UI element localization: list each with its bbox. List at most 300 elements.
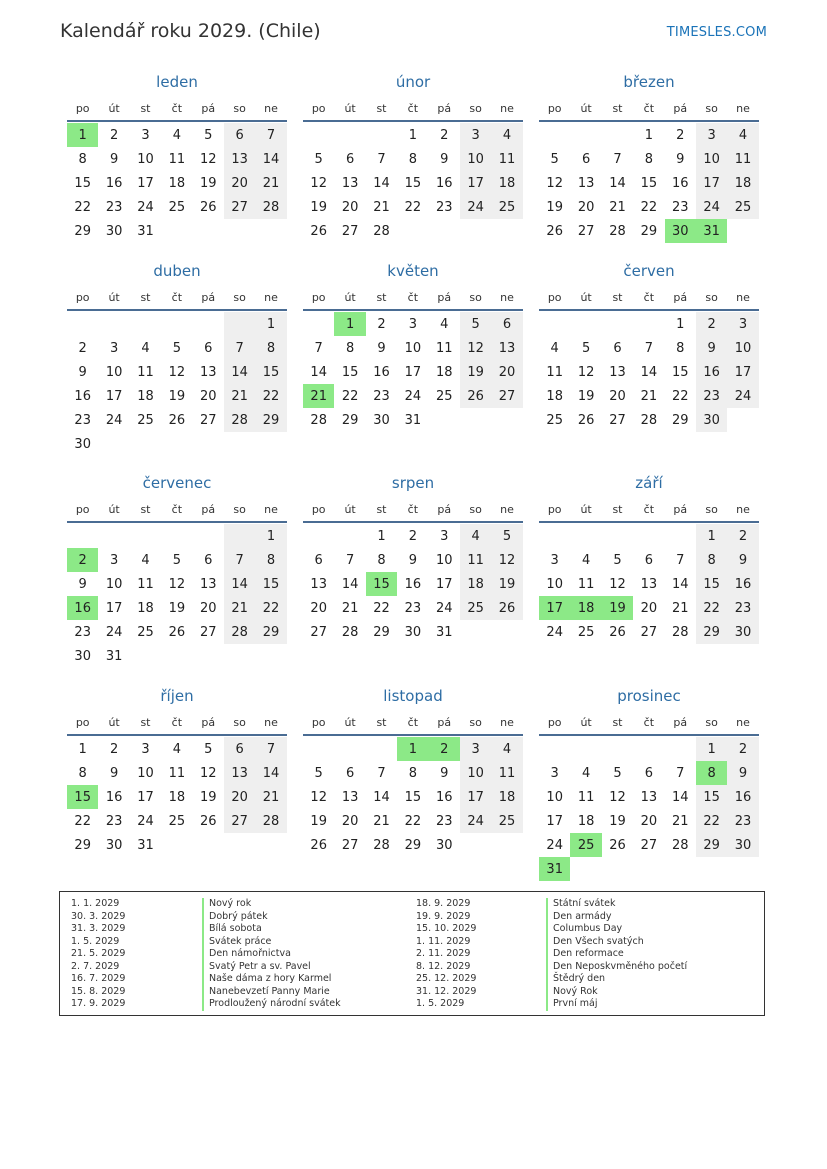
day-cell: 24 xyxy=(546,837,563,853)
weekday-label: út xyxy=(580,101,592,115)
empty-cell xyxy=(665,737,696,761)
weekday-label: st xyxy=(140,290,151,304)
month-name: říjen xyxy=(160,687,194,705)
day-cell: 2 xyxy=(696,312,727,336)
day-cell: 4 xyxy=(141,552,150,568)
month-name: leden xyxy=(156,73,198,91)
weekday-header xyxy=(539,96,759,122)
legend-date: 15. 8. 2029 xyxy=(71,985,126,997)
day-cell: 31 xyxy=(137,837,154,853)
day-cell: 6 xyxy=(224,737,255,761)
weekday-label: so xyxy=(233,502,246,516)
day-cell: 30 xyxy=(105,223,123,239)
weekday-label: po xyxy=(75,715,90,729)
day-cell: 3 xyxy=(141,741,150,757)
day-cell: 14 xyxy=(373,175,390,191)
day-cell: 9 xyxy=(440,151,449,167)
day-cell: 2 xyxy=(377,316,386,332)
empty-cell xyxy=(665,524,696,548)
day-grid xyxy=(67,737,287,857)
day-cell: 24 xyxy=(137,813,154,829)
legend-holiday-name: Prodloužený národní svátek xyxy=(202,998,341,1011)
empty-cell xyxy=(193,644,224,668)
day-cell: 2 xyxy=(78,340,87,356)
empty-cell xyxy=(570,312,601,336)
brand-link[interactable]: TIMESLES.COM xyxy=(666,25,767,40)
empty-cell xyxy=(334,737,365,761)
legend-date: 17. 9. 2029 xyxy=(71,998,126,1009)
day-cell: 13 xyxy=(310,576,327,592)
day-grid xyxy=(303,524,523,644)
day-cell: 27 xyxy=(341,837,359,853)
day-cell: 19 xyxy=(609,813,626,829)
weekday-label: po xyxy=(311,502,326,516)
day-cell: 23 xyxy=(696,384,727,408)
weekday-label: út xyxy=(580,290,592,304)
day-cell: 24 xyxy=(546,624,563,640)
month-name: červen xyxy=(623,262,675,280)
day-cell: 5 xyxy=(613,552,622,568)
day-cell: 22 xyxy=(404,813,422,829)
day-cell: 16 xyxy=(105,789,123,805)
day-cell: 30 xyxy=(727,620,758,644)
day-cell: 15 xyxy=(341,364,359,380)
day-cell: 3 xyxy=(550,552,559,568)
empty-cell xyxy=(334,524,365,548)
empty-cell xyxy=(460,408,491,432)
day-cell: 18 xyxy=(577,813,595,829)
day-cell: 17 xyxy=(404,364,422,380)
empty-cell xyxy=(491,408,522,432)
day-cell: 7 xyxy=(613,151,622,167)
weekday-label: so xyxy=(469,101,482,115)
day-cell: 13 xyxy=(341,175,359,191)
day-cell: 17 xyxy=(137,789,154,805)
day-cell: 1 xyxy=(67,123,98,147)
day-cell: 17 xyxy=(105,600,123,616)
day-cell: 29 xyxy=(696,620,727,644)
day-cell: 4 xyxy=(581,765,591,781)
weekday-label: ne xyxy=(500,290,514,304)
month-9 xyxy=(67,686,287,857)
day-cell: 31 xyxy=(696,219,727,243)
legend-holiday-name: Štědrý den xyxy=(546,973,605,986)
empty-cell xyxy=(303,312,334,336)
day-cell: 8 xyxy=(345,340,355,356)
weekday-label: po xyxy=(75,290,90,304)
day-cell: 13 xyxy=(341,789,359,805)
day-cell: 25 xyxy=(137,412,154,428)
day-cell: 6 xyxy=(644,552,653,568)
day-cell: 11 xyxy=(168,765,186,781)
day-cell: 28 xyxy=(255,809,286,833)
day-cell: 9 xyxy=(440,765,449,781)
day-cell: 12 xyxy=(168,576,186,592)
day-cell: 9 xyxy=(78,576,87,592)
day-grid xyxy=(539,123,759,243)
day-cell: 10 xyxy=(546,576,563,592)
day-cell: 16 xyxy=(373,364,390,380)
weekday-header xyxy=(67,285,287,311)
day-cell: 16 xyxy=(671,175,689,191)
day-grid xyxy=(539,524,759,644)
month-name: srpen xyxy=(391,474,435,492)
day-cell: 15 xyxy=(366,572,397,596)
day-cell: 16 xyxy=(404,576,422,592)
day-cell: 1 xyxy=(377,528,386,544)
day-cell: 15 xyxy=(696,572,727,596)
day-cell: 13 xyxy=(577,175,595,191)
day-cell: 22 xyxy=(255,596,286,620)
day-cell: 10 xyxy=(727,336,758,360)
day-cell: 2 xyxy=(429,737,460,761)
day-cell: 18 xyxy=(435,364,453,380)
day-cell: 23 xyxy=(74,412,91,428)
day-cell: 21 xyxy=(373,199,390,215)
day-cell: 28 xyxy=(640,412,658,428)
day-cell: 28 xyxy=(373,837,390,853)
weekday-header xyxy=(303,96,523,122)
weekday-header xyxy=(67,96,287,122)
empty-cell xyxy=(570,857,601,881)
day-cell: 8 xyxy=(78,151,87,167)
day-cell: 21 xyxy=(671,813,689,829)
weekday-header xyxy=(539,710,759,736)
weekday-label: po xyxy=(547,290,562,304)
weekday-header xyxy=(67,497,287,523)
day-cell: 21 xyxy=(341,600,359,616)
day-cell: 11 xyxy=(577,576,595,592)
empty-cell xyxy=(161,644,192,668)
day-cell: 18 xyxy=(491,171,522,195)
day-cell: 27 xyxy=(224,195,255,219)
empty-cell xyxy=(161,524,192,548)
empty-cell xyxy=(193,524,224,548)
empty-cell xyxy=(633,737,664,761)
day-cell: 12 xyxy=(199,151,217,167)
day-cell: 20 xyxy=(640,600,658,616)
empty-cell xyxy=(460,620,491,644)
day-cell: 24 xyxy=(696,195,727,219)
day-cell: 17 xyxy=(105,388,123,404)
empty-cell xyxy=(491,219,522,243)
day-cell: 28 xyxy=(255,195,286,219)
day-cell: 14 xyxy=(224,360,255,384)
weekday-label: st xyxy=(140,502,151,516)
day-cell: 26 xyxy=(460,384,491,408)
empty-cell xyxy=(224,833,255,857)
day-cell: 17 xyxy=(696,171,727,195)
empty-cell xyxy=(130,644,161,668)
day-cell: 14 xyxy=(671,789,689,805)
day-cell: 6 xyxy=(345,765,355,781)
day-cell: 5 xyxy=(581,340,591,356)
day-cell: 23 xyxy=(404,600,422,616)
day-cell: 2 xyxy=(676,127,685,143)
day-cell: 4 xyxy=(141,340,150,356)
legend-date: 31. 12. 2029 xyxy=(416,985,477,997)
day-cell: 29 xyxy=(255,408,286,432)
day-cell: 13 xyxy=(491,336,522,360)
day-cell: 19 xyxy=(199,789,217,805)
weekday-label: ne xyxy=(500,715,514,729)
day-cell: 14 xyxy=(671,576,689,592)
weekday-label: út xyxy=(108,101,120,115)
legend-holiday-name: Bílá sobota xyxy=(202,923,262,936)
weekday-header xyxy=(539,285,759,311)
day-cell: 18 xyxy=(570,596,601,620)
day-cell: 11 xyxy=(491,147,522,171)
day-cell: 24 xyxy=(435,600,453,616)
day-cell: 9 xyxy=(78,364,87,380)
month-5 xyxy=(539,261,759,432)
day-cell: 24 xyxy=(404,388,422,404)
day-cell: 27 xyxy=(640,624,658,640)
day-cell: 26 xyxy=(546,223,563,239)
weekday-label: st xyxy=(612,502,623,516)
day-cell: 17 xyxy=(539,596,570,620)
legend-date: 18. 9. 2029 xyxy=(416,898,471,909)
day-grid xyxy=(303,312,523,432)
day-cell: 6 xyxy=(581,151,591,167)
day-cell: 20 xyxy=(640,813,658,829)
empty-cell xyxy=(255,833,286,857)
day-cell: 28 xyxy=(341,624,359,640)
empty-cell xyxy=(602,857,633,881)
month-10 xyxy=(303,686,523,857)
weekday-label: čt xyxy=(643,101,655,115)
empty-cell xyxy=(539,123,570,147)
day-cell: 18 xyxy=(727,171,758,195)
empty-cell xyxy=(727,408,758,432)
empty-cell xyxy=(429,219,460,243)
weekday-label: čt xyxy=(643,715,655,729)
day-cell: 26 xyxy=(609,837,626,853)
day-cell: 19 xyxy=(199,175,217,191)
weekday-label: po xyxy=(311,715,326,729)
day-cell: 28 xyxy=(224,408,255,432)
day-cell: 13 xyxy=(224,761,255,785)
day-cell: 29 xyxy=(373,624,390,640)
day-cell: 21 xyxy=(255,785,286,809)
day-cell: 19 xyxy=(460,360,491,384)
day-cell: 18 xyxy=(460,572,491,596)
day-cell: 2 xyxy=(440,127,449,143)
weekday-header xyxy=(303,710,523,736)
day-cell: 30 xyxy=(435,837,453,853)
day-cell: 1 xyxy=(676,316,685,332)
empty-cell xyxy=(539,737,570,761)
day-cell: 21 xyxy=(224,384,255,408)
day-cell: 25 xyxy=(546,412,563,428)
day-cell: 13 xyxy=(609,364,626,380)
empty-cell xyxy=(255,219,286,243)
legend-date: 16. 7. 2029 xyxy=(71,973,126,984)
day-cell: 20 xyxy=(609,388,626,404)
day-cell: 8 xyxy=(377,552,386,568)
legend-date: 1. 5. 2029 xyxy=(71,935,120,947)
day-cell: 4 xyxy=(460,524,491,548)
weekday-label: ne xyxy=(736,290,750,304)
empty-cell xyxy=(460,219,491,243)
day-cell: 19 xyxy=(491,572,522,596)
day-cell: 25 xyxy=(491,195,522,219)
day-cell: 15 xyxy=(404,789,422,805)
weekday-label: pá xyxy=(437,715,452,729)
weekday-label: po xyxy=(311,101,326,115)
empty-cell xyxy=(224,644,255,668)
day-cell: 17 xyxy=(435,576,453,592)
empty-cell xyxy=(303,737,334,761)
empty-cell xyxy=(224,312,255,336)
day-cell: 27 xyxy=(577,223,595,239)
day-cell: 19 xyxy=(602,596,633,620)
empty-cell xyxy=(303,123,334,147)
empty-cell xyxy=(224,219,255,243)
day-cell: 29 xyxy=(404,837,422,853)
day-cell: 11 xyxy=(435,340,453,356)
day-cell: 24 xyxy=(105,624,123,640)
day-cell: 23 xyxy=(373,388,390,404)
day-cell: 31 xyxy=(539,857,570,881)
weekday-label: st xyxy=(612,101,623,115)
day-cell: 10 xyxy=(435,552,453,568)
day-cell: 3 xyxy=(460,123,491,147)
empty-cell xyxy=(665,857,696,881)
day-cell: 20 xyxy=(577,199,595,215)
day-cell: 16 xyxy=(727,785,758,809)
empty-cell xyxy=(539,312,570,336)
day-cell: 20 xyxy=(224,171,255,195)
weekday-label: po xyxy=(547,101,562,115)
weekday-label: čt xyxy=(171,290,183,304)
day-cell: 18 xyxy=(491,785,522,809)
day-cell: 5 xyxy=(491,524,522,548)
day-cell: 11 xyxy=(137,576,154,592)
legend-holiday-name: Dobrý pátek xyxy=(202,911,268,924)
day-cell: 27 xyxy=(310,624,327,640)
day-cell: 13 xyxy=(199,364,217,380)
empty-cell xyxy=(539,524,570,548)
day-cell: 8 xyxy=(676,340,685,356)
empty-cell xyxy=(255,432,286,456)
legend-date: 21. 5. 2029 xyxy=(71,948,126,959)
day-cell: 1 xyxy=(408,127,417,143)
day-cell: 27 xyxy=(224,809,255,833)
day-cell: 8 xyxy=(255,336,286,360)
day-cell: 6 xyxy=(314,552,323,568)
empty-cell xyxy=(602,737,633,761)
day-cell: 7 xyxy=(314,340,323,356)
empty-cell xyxy=(727,219,758,243)
day-cell: 9 xyxy=(676,151,685,167)
day-cell: 11 xyxy=(577,789,595,805)
day-grid xyxy=(539,737,759,881)
weekday-label: so xyxy=(469,290,482,304)
weekday-label: po xyxy=(547,502,562,516)
day-cell: 26 xyxy=(609,624,626,640)
day-cell: 14 xyxy=(341,576,359,592)
empty-cell xyxy=(366,737,397,761)
legend-date: 31. 3. 2029 xyxy=(71,923,126,934)
day-cell: 7 xyxy=(377,765,386,781)
legend-holiday-name: Státní svátek xyxy=(546,898,615,911)
day-cell: 23 xyxy=(435,199,453,215)
day-cell: 2 xyxy=(109,741,119,757)
day-cell: 6 xyxy=(644,765,653,781)
month-name: březen xyxy=(623,73,675,91)
day-cell: 8 xyxy=(408,151,417,167)
weekday-label: ne xyxy=(500,502,514,516)
weekday-label: čt xyxy=(171,502,183,516)
empty-cell xyxy=(602,123,633,147)
day-cell: 15 xyxy=(640,175,658,191)
legend-holiday-name: Naše dáma z hory Karmel xyxy=(202,973,331,986)
day-cell: 12 xyxy=(609,789,626,805)
day-cell: 7 xyxy=(377,151,386,167)
day-cell: 30 xyxy=(696,408,727,432)
legend-date: 1. 5. 2029 xyxy=(416,998,465,1009)
day-cell: 8 xyxy=(644,151,653,167)
weekday-label: čt xyxy=(407,101,419,115)
weekday-label: čt xyxy=(407,290,419,304)
day-cell: 7 xyxy=(345,552,355,568)
legend-holiday-name: Columbus Day xyxy=(546,923,622,936)
day-cell: 10 xyxy=(137,151,154,167)
day-cell: 1 xyxy=(255,524,286,548)
day-cell: 12 xyxy=(491,548,522,572)
empty-cell xyxy=(161,833,192,857)
empty-cell xyxy=(602,312,633,336)
weekday-label: ne xyxy=(264,715,278,729)
empty-cell xyxy=(491,620,522,644)
day-cell: 4 xyxy=(581,552,591,568)
day-cell: 29 xyxy=(341,412,359,428)
weekday-label: so xyxy=(469,502,482,516)
weekday-label: čt xyxy=(171,101,183,115)
weekday-label: st xyxy=(376,101,387,115)
empty-cell xyxy=(130,312,161,336)
empty-cell xyxy=(161,312,192,336)
day-cell: 14 xyxy=(373,789,390,805)
weekday-label: út xyxy=(580,502,592,516)
day-cell: 12 xyxy=(310,789,327,805)
day-cell: 9 xyxy=(727,761,758,785)
empty-cell xyxy=(161,219,192,243)
day-cell: 5 xyxy=(172,552,181,568)
day-cell: 19 xyxy=(168,388,186,404)
weekday-label: pá xyxy=(673,715,688,729)
weekday-label: pá xyxy=(437,101,452,115)
empty-cell xyxy=(570,524,601,548)
day-cell: 29 xyxy=(74,223,91,239)
day-cell: 28 xyxy=(373,223,390,239)
day-cell: 1 xyxy=(334,312,365,336)
day-cell: 20 xyxy=(491,360,522,384)
weekday-label: so xyxy=(705,290,718,304)
day-cell: 16 xyxy=(727,572,758,596)
day-cell: 7 xyxy=(255,737,286,761)
empty-cell xyxy=(193,432,224,456)
day-cell: 15 xyxy=(696,785,727,809)
day-cell: 8 xyxy=(696,548,727,572)
day-cell: 27 xyxy=(609,412,626,428)
day-cell: 1 xyxy=(696,737,727,761)
weekday-header xyxy=(303,497,523,523)
day-cell: 9 xyxy=(727,548,758,572)
weekday-label: so xyxy=(233,290,246,304)
month-name: prosinec xyxy=(617,687,681,705)
